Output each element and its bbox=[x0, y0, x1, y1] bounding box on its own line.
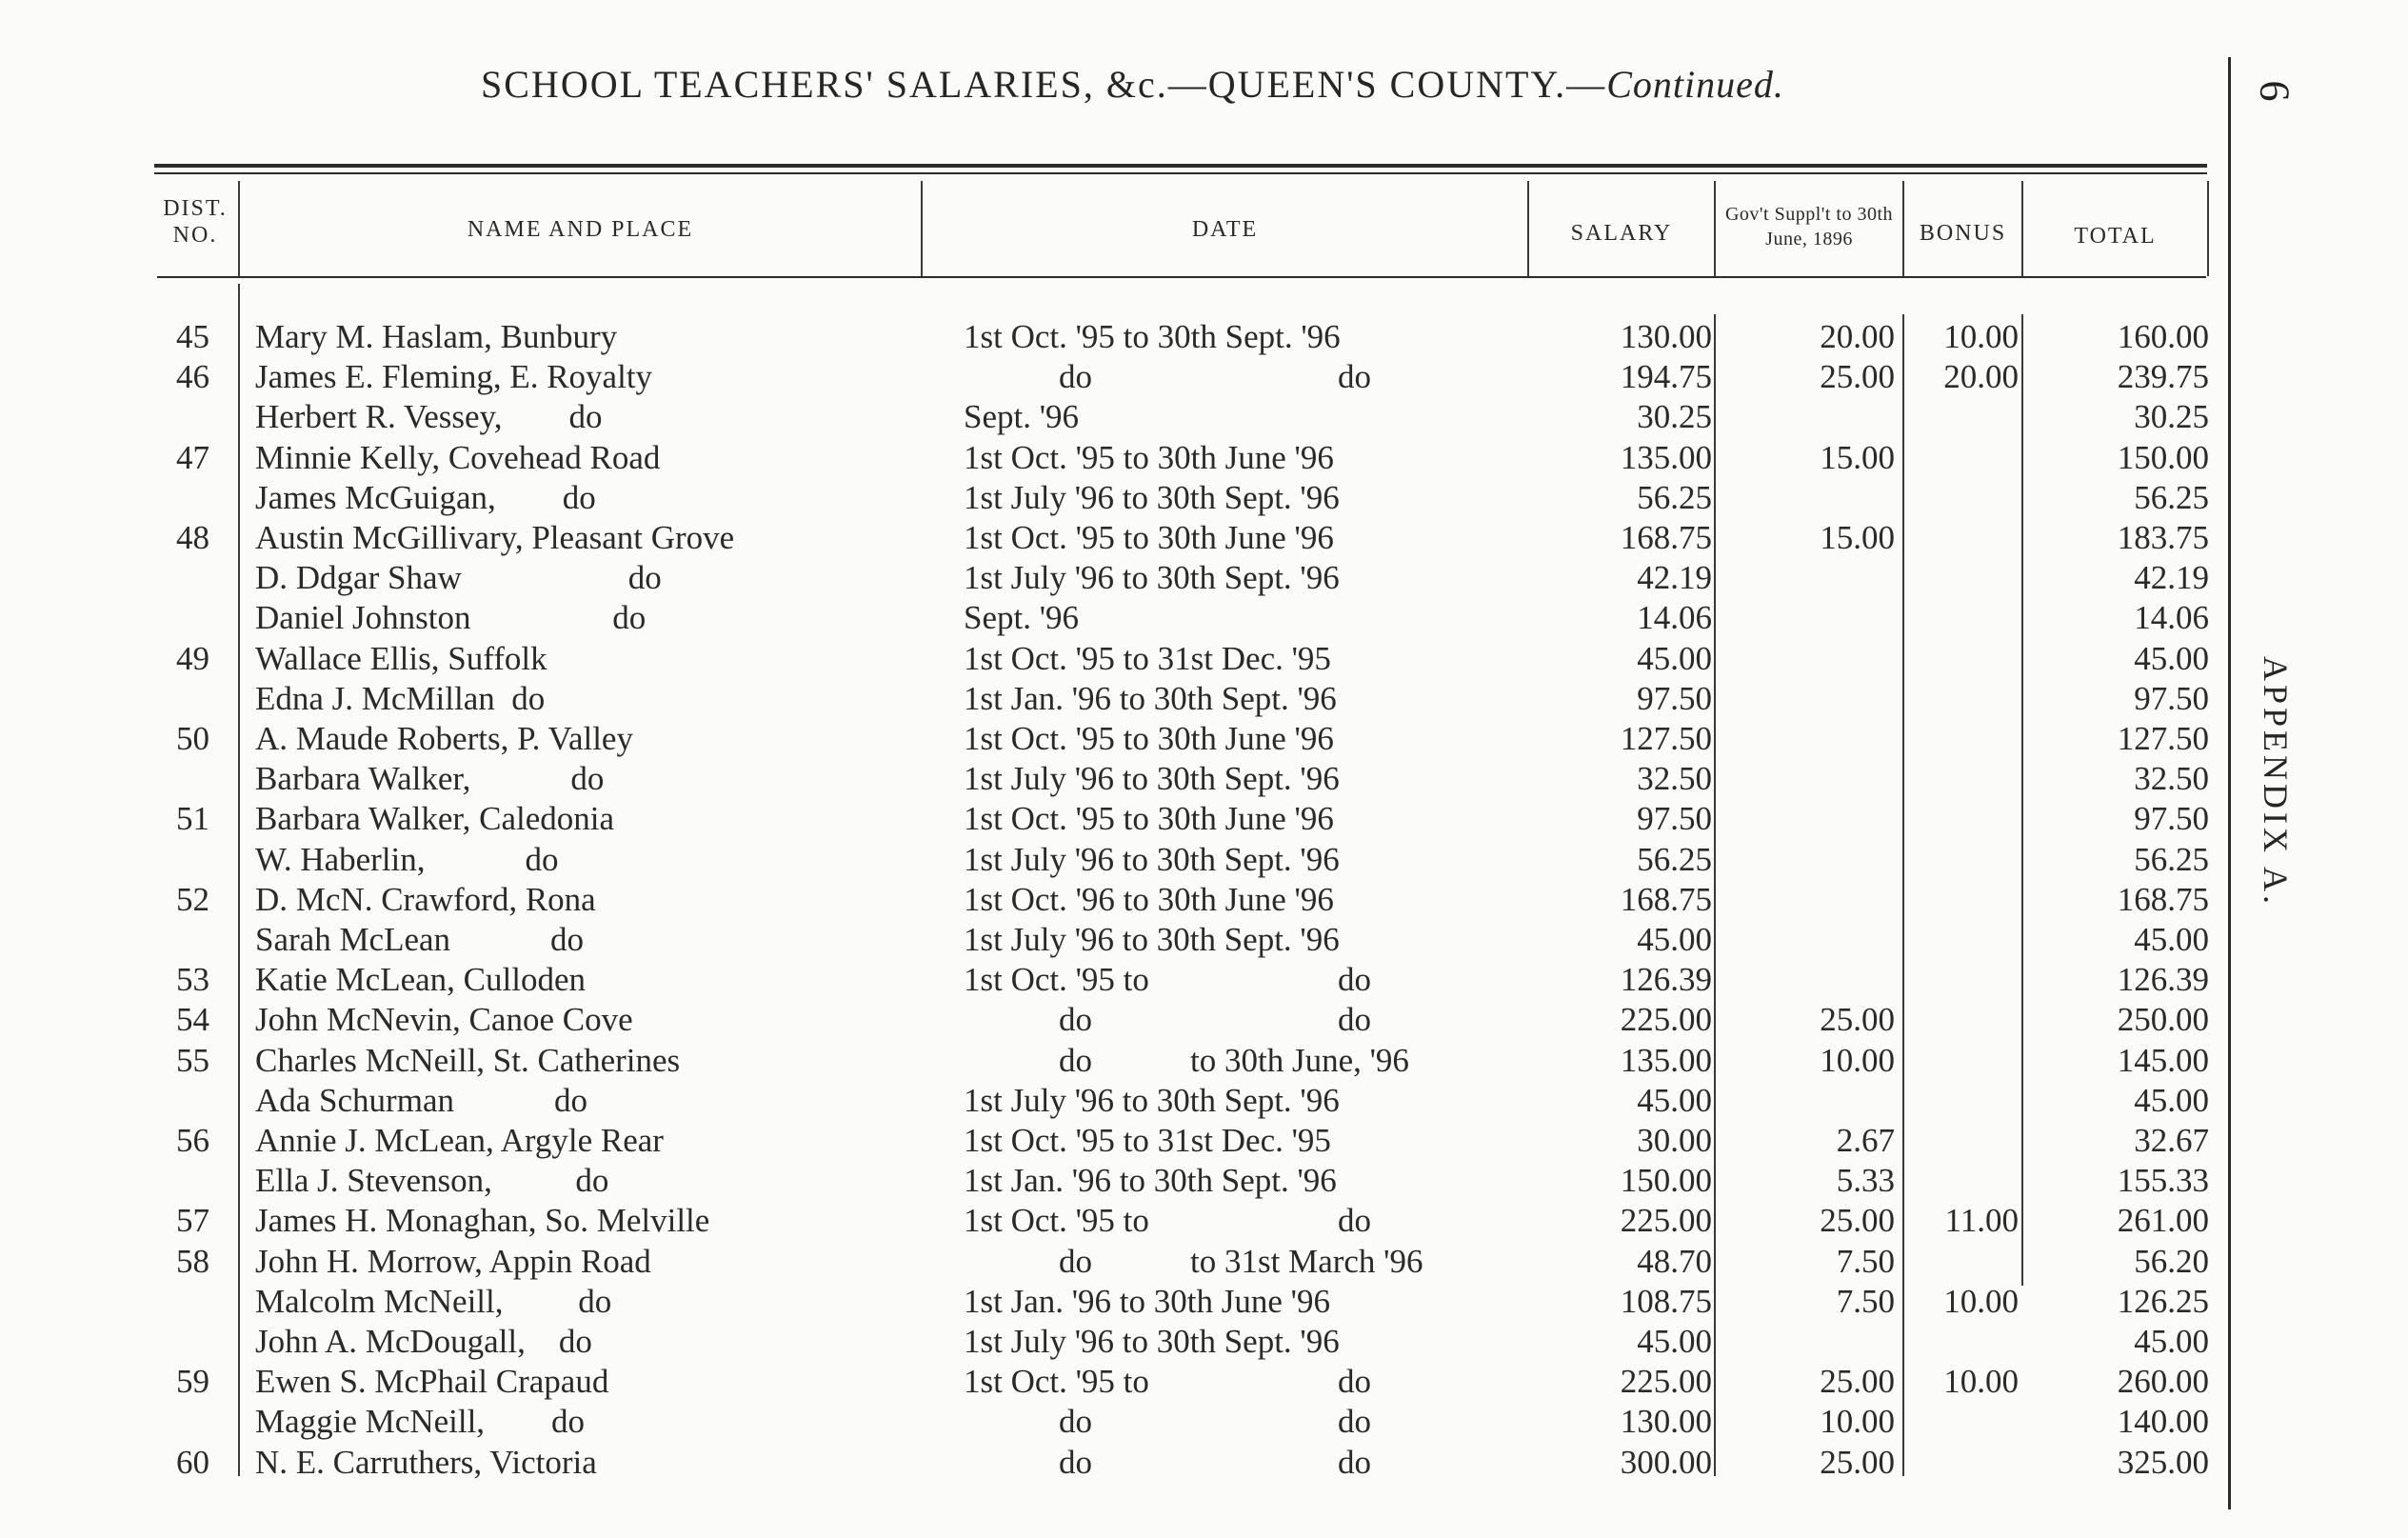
total-value: 325.00 bbox=[2117, 1443, 2209, 1481]
name-place: Katie McLean, Culloden bbox=[255, 961, 586, 999]
name-place: Wallace Ellis, Suffolk bbox=[255, 639, 547, 677]
gov-suppl-value: 10.00 bbox=[1820, 1041, 1895, 1079]
salary-value: 56.25 bbox=[1637, 840, 1712, 878]
bonus-value: 10.00 bbox=[1943, 318, 2019, 355]
dist-number: 53 bbox=[176, 961, 209, 999]
gov-suppl-value: 25.00 bbox=[1820, 1001, 1895, 1039]
total-value: 239.75 bbox=[2117, 358, 2209, 396]
header-bottom-rule bbox=[157, 276, 2206, 278]
gov-suppl-value: 25.00 bbox=[1820, 1443, 1895, 1481]
dist-number: 45 bbox=[176, 318, 209, 355]
total-value: 42.19 bbox=[2134, 559, 2209, 597]
date-end: do bbox=[1338, 961, 1371, 999]
date-range: Sept. '96 bbox=[964, 599, 1080, 637]
salary-value: 168.75 bbox=[1620, 519, 1712, 556]
salary-value: 14.06 bbox=[1637, 599, 1712, 637]
salary-value: 135.00 bbox=[1620, 1041, 1712, 1079]
name-place: Daniel Johnston do bbox=[255, 599, 647, 637]
salary-value: 97.50 bbox=[1637, 679, 1712, 717]
name-place: James McGuigan, do bbox=[255, 478, 596, 516]
date-range: 1st July '96 to 30th Sept. '96 bbox=[964, 559, 1340, 597]
salary-value: 194.75 bbox=[1620, 358, 1712, 396]
total-value: 150.00 bbox=[2117, 438, 2209, 476]
date-end: do bbox=[1338, 1001, 1371, 1039]
total-value: 261.00 bbox=[2117, 1202, 2209, 1240]
column-divider bbox=[2021, 314, 2023, 1286]
table-top-rule-thin bbox=[154, 172, 2207, 174]
salary-value: 45.00 bbox=[1637, 1081, 1712, 1119]
name-place: Barbara Walker, do bbox=[255, 760, 605, 798]
name-place: Austin McGillivary, Pleasant Grove bbox=[255, 519, 735, 556]
total-value: 140.00 bbox=[2117, 1403, 2209, 1441]
header-name-place: NAME AND PLACE bbox=[467, 217, 694, 242]
dist-number: 47 bbox=[176, 438, 209, 476]
name-place: James H. Monaghan, So. Melville bbox=[255, 1202, 710, 1240]
header-salary: SALARY bbox=[1570, 221, 1673, 246]
bonus-value: 11.00 bbox=[1944, 1202, 2019, 1240]
date-range: Sept. '96 bbox=[964, 398, 1080, 436]
date-range: 1st July '96 to 30th Sept. '96 bbox=[964, 478, 1340, 516]
total-value: 56.25 bbox=[2134, 478, 2209, 516]
date-range: do bbox=[1059, 1403, 1092, 1441]
date-range: 1st July '96 to 30th Sept. '96 bbox=[964, 840, 1340, 878]
page-number: 6 bbox=[2251, 80, 2299, 102]
name-place: N. E. Carruthers, Victoria bbox=[255, 1443, 597, 1481]
bonus-value: 10.00 bbox=[1943, 1363, 2019, 1401]
total-value: 97.50 bbox=[2134, 800, 2209, 838]
dist-number: 54 bbox=[176, 1001, 209, 1039]
salary-value: 225.00 bbox=[1620, 1363, 1712, 1401]
date-end: do bbox=[1338, 1202, 1371, 1240]
dist-number: 52 bbox=[176, 880, 209, 918]
gov-suppl-value: 10.00 bbox=[1820, 1403, 1895, 1441]
appendix-label: APPENDIX A. bbox=[2257, 655, 2295, 909]
date-range: 1st Jan. '96 to 30th June '96 bbox=[964, 1282, 1330, 1320]
date-range: do bbox=[1059, 1242, 1092, 1280]
header-gov-suppl: Gov't Suppl't to 30th June, 1896 bbox=[1724, 204, 1894, 250]
salary-value: 32.50 bbox=[1637, 760, 1712, 798]
gov-suppl-value: 25.00 bbox=[1820, 358, 1895, 396]
header-date: DATE bbox=[1191, 217, 1259, 242]
column-divider bbox=[2207, 181, 2209, 276]
salary-value: 130.00 bbox=[1620, 1403, 1712, 1441]
total-value: 126.25 bbox=[2117, 1282, 2209, 1320]
gov-suppl-value: 15.00 bbox=[1820, 438, 1895, 476]
date-range: 1st Oct. '95 to 30th June '96 bbox=[964, 438, 1334, 476]
total-value: 45.00 bbox=[2134, 1081, 2209, 1119]
gov-suppl-value: 7.50 bbox=[1836, 1282, 1895, 1320]
name-place: Ada Schurman do bbox=[255, 1081, 587, 1119]
date-range: do bbox=[1059, 1001, 1092, 1039]
gov-suppl-value: 2.67 bbox=[1836, 1122, 1895, 1159]
total-value: 260.00 bbox=[2117, 1363, 2209, 1401]
total-value: 45.00 bbox=[2134, 1323, 2209, 1360]
total-value: 45.00 bbox=[2134, 921, 2209, 958]
date-range: 1st July '96 to 30th Sept. '96 bbox=[964, 1323, 1340, 1360]
gov-suppl-value: 20.00 bbox=[1820, 318, 1895, 355]
date-range: 1st Oct. '96 to 30th June '96 bbox=[964, 880, 1334, 918]
header-bonus: BONUS bbox=[1919, 221, 2007, 246]
date-range: 1st Oct. '95 to 31st Dec. '95 bbox=[964, 639, 1331, 677]
date-range: 1st Oct. '95 to 31st Dec. '95 bbox=[964, 1122, 1331, 1159]
total-value: 45.00 bbox=[2134, 639, 2209, 677]
name-place: Ewen S. McPhail Crapaud bbox=[255, 1363, 609, 1401]
gov-suppl-value: 7.50 bbox=[1836, 1242, 1895, 1280]
salary-value: 168.75 bbox=[1620, 880, 1712, 918]
name-place: Maggie McNeill, do bbox=[255, 1403, 586, 1441]
date-range: 1st Oct. '95 to bbox=[964, 1202, 1149, 1240]
bonus-value: 20.00 bbox=[1943, 358, 2019, 396]
name-place: John McNevin, Canoe Cove bbox=[255, 1001, 633, 1039]
name-place: A. Maude Roberts, P. Valley bbox=[255, 720, 633, 757]
total-value: 32.67 bbox=[2134, 1122, 2209, 1159]
margin-rule bbox=[2228, 57, 2231, 1509]
dist-number: 48 bbox=[176, 519, 209, 556]
salary-value: 225.00 bbox=[1620, 1202, 1712, 1240]
name-place: James E. Fleming, E. Royalty bbox=[255, 358, 653, 396]
total-value: 168.75 bbox=[2117, 880, 2209, 918]
dist-number: 60 bbox=[176, 1443, 209, 1481]
page-title-continued: Continued. bbox=[1606, 63, 1784, 106]
salary-value: 150.00 bbox=[1620, 1162, 1712, 1200]
name-place: Annie J. McLean, Argyle Rear bbox=[255, 1122, 664, 1159]
date-range: 1st Oct. '95 to bbox=[964, 1363, 1149, 1401]
total-value: 155.33 bbox=[2117, 1162, 2209, 1200]
salary-value: 300.00 bbox=[1620, 1443, 1712, 1481]
header-total: TOTAL bbox=[2074, 224, 2157, 249]
name-place: D. Ddgar Shaw do bbox=[255, 559, 662, 597]
date-range: 1st Oct. '95 to 30th June '96 bbox=[964, 519, 1334, 556]
name-place: John A. McDougall, do bbox=[255, 1323, 592, 1360]
date-range: 1st July '96 to 30th Sept. '96 bbox=[964, 760, 1340, 798]
salary-value: 108.75 bbox=[1620, 1282, 1712, 1320]
date-end: do bbox=[1338, 1363, 1371, 1401]
name-place: Edna J. McMillan do bbox=[255, 679, 546, 717]
name-place: Ella J. Stevenson, do bbox=[255, 1162, 609, 1200]
dist-number: 59 bbox=[176, 1363, 209, 1401]
total-value: 126.39 bbox=[2117, 961, 2209, 999]
name-place: Mary M. Haslam, Bunbury bbox=[255, 318, 618, 355]
salary-value: 135.00 bbox=[1620, 438, 1712, 476]
total-value: 56.25 bbox=[2134, 840, 2209, 878]
name-place: D. McN. Crawford, Rona bbox=[255, 880, 596, 918]
dist-number: 49 bbox=[176, 639, 209, 677]
date-range: 1st Jan. '96 to 30th Sept. '96 bbox=[964, 679, 1337, 717]
column-divider bbox=[238, 284, 240, 1476]
date-range: 1st Oct. '95 to 30th June '96 bbox=[964, 800, 1334, 838]
salary-value: 45.00 bbox=[1637, 921, 1712, 958]
dist-number: 51 bbox=[176, 800, 209, 838]
date-range: do bbox=[1059, 358, 1092, 396]
salary-value: 97.50 bbox=[1637, 800, 1712, 838]
total-value: 145.00 bbox=[2117, 1041, 2209, 1079]
name-place: Malcolm McNeill, do bbox=[255, 1282, 612, 1320]
name-place: Charles McNeill, St. Catherines bbox=[255, 1041, 681, 1079]
date-end: do bbox=[1338, 1403, 1371, 1441]
dist-number: 55 bbox=[176, 1041, 209, 1079]
page-title-main: SCHOOL TEACHERS' SALARIES, &c.—QUEEN'S COUNTY.— bbox=[481, 63, 1607, 106]
dist-number: 57 bbox=[176, 1202, 209, 1240]
name-place: Barbara Walker, Caledonia bbox=[255, 800, 615, 838]
table-top-rule bbox=[154, 164, 2207, 168]
total-value: 14.06 bbox=[2134, 599, 2209, 637]
salary-value: 45.00 bbox=[1637, 1323, 1712, 1360]
dist-number: 58 bbox=[176, 1242, 209, 1280]
date-end: to 31st March '96 bbox=[1190, 1242, 1423, 1280]
name-place: W. Haberlin, do bbox=[255, 840, 559, 878]
salary-value: 127.50 bbox=[1620, 720, 1712, 757]
page-title bbox=[481, 62, 1784, 107]
date-range: 1st Jan. '96 to 30th Sept. '96 bbox=[964, 1162, 1337, 1200]
total-value: 30.25 bbox=[2134, 398, 2209, 436]
salary-value: 48.70 bbox=[1637, 1242, 1712, 1280]
gov-suppl-value: 25.00 bbox=[1820, 1202, 1895, 1240]
header-dist-no: DIST. NO. bbox=[163, 196, 228, 248]
date-range: 1st Oct. '95 to 30th June '96 bbox=[964, 720, 1334, 757]
dist-number: 50 bbox=[176, 720, 209, 757]
salary-value: 130.00 bbox=[1620, 318, 1712, 355]
salary-value: 45.00 bbox=[1637, 639, 1712, 677]
total-value: 183.75 bbox=[2117, 519, 2209, 556]
total-value: 32.50 bbox=[2134, 760, 2209, 798]
dist-number: 56 bbox=[176, 1122, 209, 1159]
name-place: Minnie Kelly, Covehead Road bbox=[255, 438, 661, 476]
total-value: 250.00 bbox=[2117, 1001, 2209, 1039]
total-value: 160.00 bbox=[2117, 318, 2209, 355]
total-value: 56.20 bbox=[2134, 1242, 2209, 1280]
salary-value: 30.00 bbox=[1637, 1122, 1712, 1159]
date-range: 1st July '96 to 30th Sept. '96 bbox=[964, 921, 1340, 958]
salary-value: 56.25 bbox=[1637, 478, 1712, 516]
date-range: 1st July '96 to 30th Sept. '96 bbox=[964, 1081, 1340, 1119]
name-place: John H. Morrow, Appin Road bbox=[255, 1242, 651, 1280]
name-place: Sarah McLean do bbox=[255, 921, 585, 958]
salary-value: 126.39 bbox=[1620, 961, 1712, 999]
salary-value: 42.19 bbox=[1637, 559, 1712, 597]
date-range: do bbox=[1059, 1443, 1092, 1481]
salary-value: 225.00 bbox=[1620, 1001, 1712, 1039]
gov-suppl-value: 15.00 bbox=[1820, 519, 1895, 556]
name-place: Herbert R. Vessey, do bbox=[255, 398, 603, 436]
date-range: 1st Oct. '95 to bbox=[964, 961, 1149, 999]
bonus-value: 10.00 bbox=[1943, 1282, 2019, 1320]
date-end: do bbox=[1338, 358, 1371, 396]
dist-number: 46 bbox=[176, 358, 209, 396]
date-range: 1st Oct. '95 to 30th Sept. '96 bbox=[964, 318, 1341, 355]
date-range: do bbox=[1059, 1041, 1092, 1079]
date-end: do bbox=[1338, 1443, 1371, 1481]
total-value: 97.50 bbox=[2134, 679, 2209, 717]
gov-suppl-value: 5.33 bbox=[1836, 1162, 1895, 1200]
total-value: 127.50 bbox=[2117, 720, 2209, 757]
salary-value: 30.25 bbox=[1637, 398, 1712, 436]
date-end: to 30th June, '96 bbox=[1190, 1041, 1409, 1079]
gov-suppl-value: 25.00 bbox=[1820, 1363, 1895, 1401]
